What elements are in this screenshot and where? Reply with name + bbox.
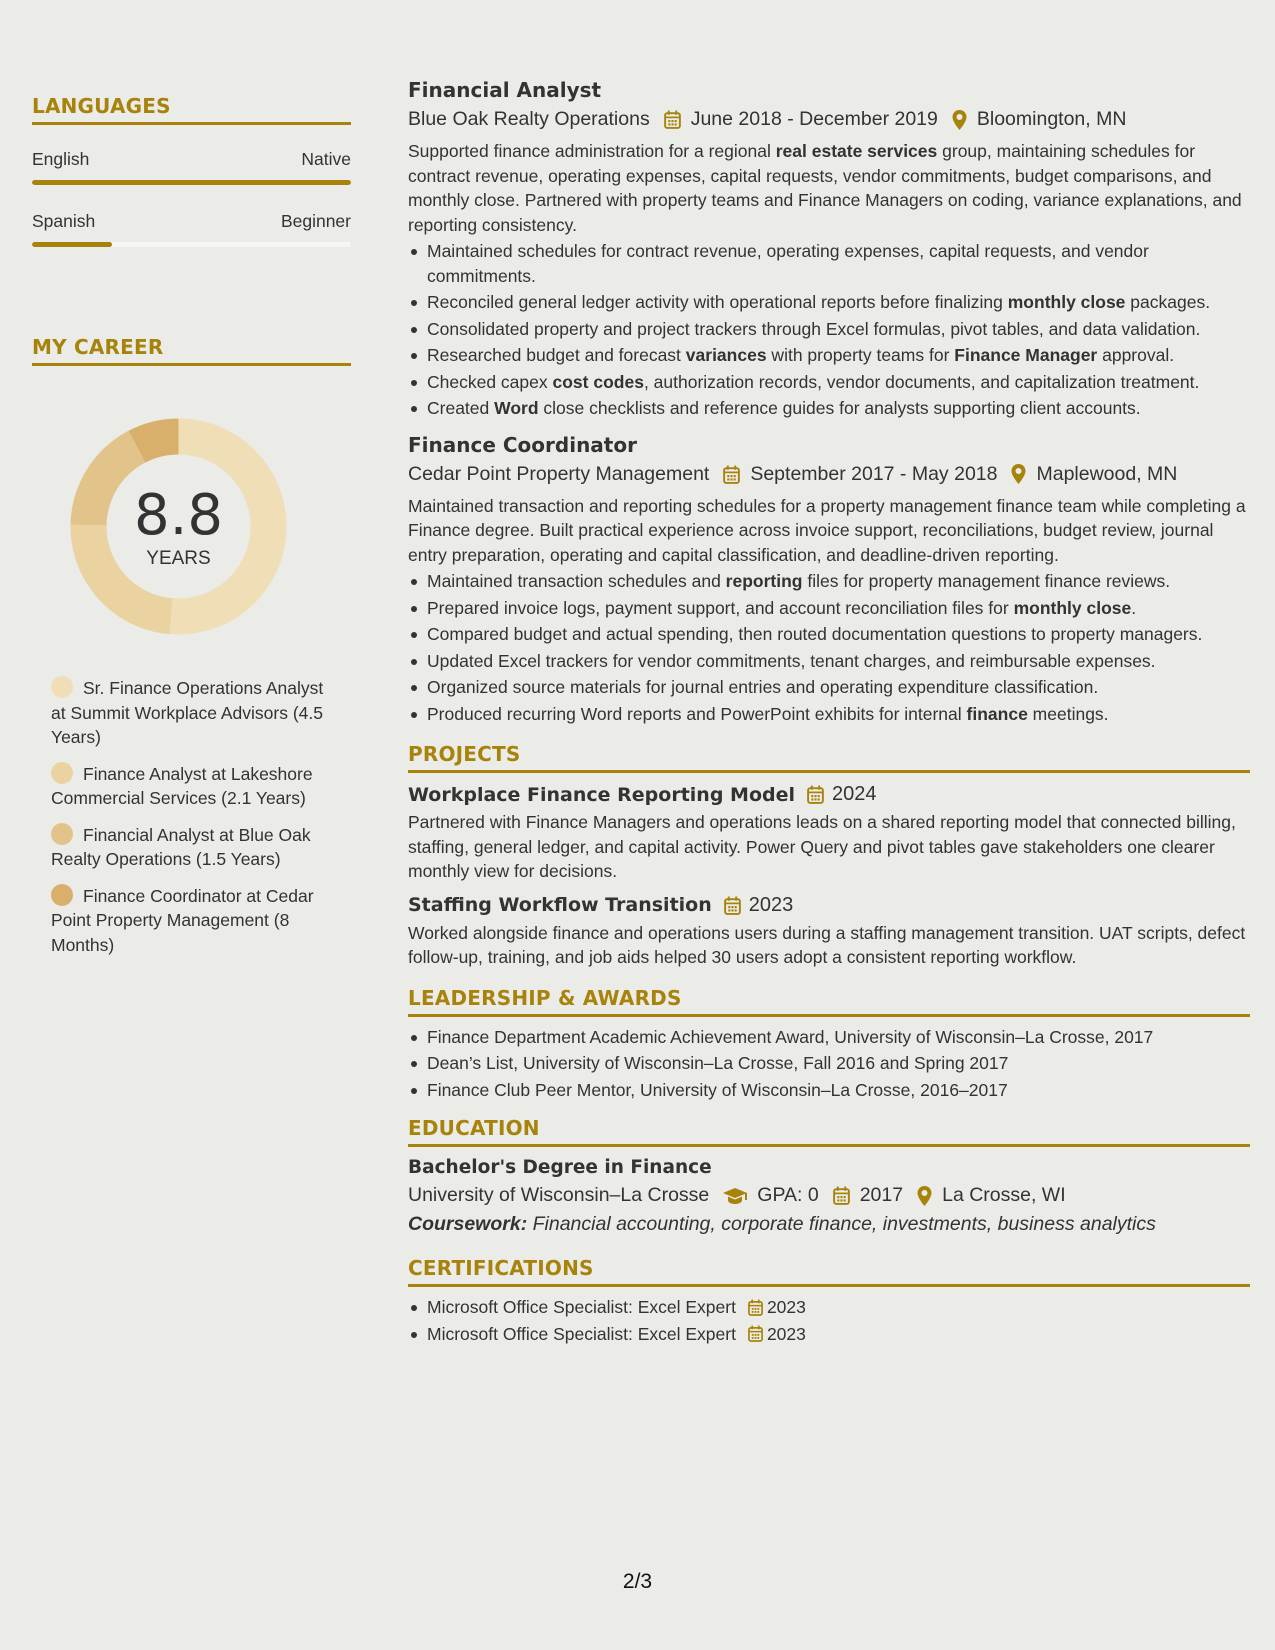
language-row-english	[32, 149, 351, 170]
project-entry	[408, 783, 1250, 884]
certifications-heading: CERTIFICATIONS	[408, 1256, 1250, 1287]
career-legend	[51, 676, 341, 969]
bullet-item: Maintained schedules for contract revenue, operating expenses, capital requests, and vendor commitments.	[408, 239, 1250, 288]
school-name: University of Wisconsin–La Crosse	[408, 1184, 710, 1206]
award-item: Finance Club Peer Mentor, University of Wisconsin–La Crosse, 2016–2017	[408, 1078, 1250, 1103]
legend-dot	[51, 762, 73, 784]
coursework-text: Financial accounting, corporate finance, investments, business analytics	[527, 1213, 1156, 1235]
language-name: English	[32, 149, 90, 169]
bullet-item: Checked capex cost codes, authorization records, vendor documents, and capitalization treatment.	[408, 370, 1250, 395]
project-year: 2024	[832, 783, 877, 805]
coursework	[408, 1213, 1250, 1236]
career-legend-item	[51, 676, 341, 750]
location-pin-icon	[952, 110, 967, 130]
language-bar-fill	[32, 180, 351, 185]
calendar-icon	[748, 1299, 763, 1316]
project-title-row	[408, 783, 1250, 806]
language-bar-fill	[32, 242, 112, 247]
job-summary: Supported finance administration for a regional real estate services group, maintaining schedules for contract revenue, operating expenses, capital requests, vendor commitments, budget comparisons, and monthly close. Partnered with property teams and Finance Managers on coding, variance explanations, and reporting consistency.	[408, 141, 1242, 235]
project-name: Staffing Workflow Transition	[408, 894, 712, 916]
calendar-icon	[833, 1186, 850, 1205]
language-level: Native	[301, 149, 351, 169]
project-description: Worked alongside finance and operations users during a staffing management transition. UAT scripts, defect follow-up, training, and job aids helped 30 users adopt a consistent reporting workflow.	[408, 922, 1246, 967]
calendar-icon	[664, 110, 681, 129]
languages-heading: LANGUAGES	[32, 94, 351, 125]
calendar-icon	[807, 785, 824, 804]
project-year: 2023	[748, 893, 794, 916]
career-heading: MY CAREER	[32, 335, 351, 366]
degree-title: Bachelor's Degree in Finance	[408, 1157, 712, 1178]
job-dates: June 2018 - December 2019	[690, 108, 938, 130]
projects-heading: PROJECTS	[408, 742, 1250, 773]
gpa: GPA: 0	[757, 1184, 819, 1206]
company-name: Blue Oak Realty Operations	[408, 108, 650, 130]
calendar-icon	[748, 1325, 763, 1342]
career-legend-label: Sr. Finance Operations Analyst at Summit Workplace Advisors (4.5 Years)	[51, 678, 324, 747]
career-legend-item	[51, 823, 341, 872]
certification-name: Microsoft Office Specialist: Excel Expert	[427, 1297, 736, 1317]
award-item: Dean’s List, University of Wisconsin–La Crosse, Fall 2016 and Spring 2017	[408, 1051, 1250, 1076]
job-bullets	[408, 569, 1250, 726]
content-flow	[408, 78, 1250, 1348]
education-heading: EDUCATION	[408, 1116, 1250, 1147]
location-pin-icon	[1011, 464, 1026, 484]
project-name: Workplace Finance Reporting Model	[408, 783, 796, 806]
career-total-years: 8.8	[133, 482, 224, 548]
page-number: 2/3	[622, 1570, 653, 1593]
job-dates: September 2017 - May 2018	[750, 462, 998, 485]
project-entry	[408, 894, 1250, 970]
certification-name: Microsoft Office Specialist: Excel Expert	[427, 1323, 736, 1344]
career-legend-label: Finance Coordinator at Cedar Point Property Management (8 Months)	[51, 885, 314, 955]
award-item: Finance Department Academic Achievement Award, University of Wisconsin–La Crosse, 2017	[408, 1025, 1250, 1050]
languages-section	[32, 94, 351, 247]
company-name: Cedar Point Property Management	[408, 462, 710, 485]
career-legend-label: Finance Analyst at Lakeshore Commercial Services (2.1 Years)	[51, 763, 313, 808]
job-title: Financial Analyst	[408, 78, 602, 102]
project-description: Partnered with Finance Managers and operations leads on a shared reporting model that connected billing, staffing, general ledger, and capital activity. Power Query and pivot tables gave stakeholders one clearer monthly view for decisions.	[408, 812, 1236, 881]
calendar-icon	[724, 896, 741, 915]
bullet-item: Created Word close checklists and reference guides for analysts supporting client accounts.	[408, 396, 1250, 421]
education-meta	[408, 1184, 1250, 1207]
graduation-cap-icon	[723, 1188, 747, 1204]
bullet-item: Reconciled general ledger activity with operational reports before finalizing monthly close packages.	[408, 290, 1250, 315]
legend-dot	[51, 823, 73, 845]
graduation-year: 2017	[859, 1184, 904, 1206]
career-legend-item	[51, 884, 341, 958]
career-legend-item	[51, 762, 341, 811]
awards-list	[408, 1025, 1250, 1103]
bullet-item: Prepared invoice logs, payment support, and account reconciliation files for monthly close.	[408, 596, 1250, 621]
certification-year: 2023	[766, 1323, 806, 1344]
bullet-item: Compared budget and actual spending, then routed documentation questions to property managers.	[408, 622, 1250, 647]
certification-item	[408, 1322, 1250, 1347]
job-title: Finance Coordinator	[408, 432, 637, 457]
bullet-item: Organized source materials for journal entries and operating expenditure classification.	[408, 675, 1250, 700]
language-bar-english	[32, 180, 351, 185]
coursework-label: Coursework:	[408, 1213, 528, 1235]
language-bar-spanish	[32, 242, 351, 247]
language-level: Beginner	[280, 211, 351, 231]
certification-year: 2023	[766, 1297, 806, 1317]
career-years-unit: YEARS	[146, 547, 211, 569]
job-summary: Maintained transaction and reporting schedules for a property management finance team while completing a Finance degree. Built practical experience across invoice support, reconciliations, budget review, journal entry preparation, operating and capital classification, and deadline-driven reporting.	[408, 495, 1246, 565]
career-legend-label: Financial Analyst at Blue Oak Realty Operations (1.5 Years)	[51, 824, 311, 869]
job-location: Bloomington, MN	[976, 108, 1127, 130]
awards-heading: LEADERSHIP & AWARDS	[408, 986, 1250, 1017]
bullet-item: Consolidated property and project trackers through Excel formulas, pivot tables, and data validation.	[408, 317, 1250, 342]
location-pin-icon	[917, 1186, 932, 1206]
job-location: Maplewood, MN	[1036, 462, 1178, 485]
certification-item	[408, 1295, 1250, 1320]
experience-entry	[408, 433, 1250, 727]
donut-center	[66, 414, 291, 639]
calendar-icon	[723, 465, 740, 484]
job-meta	[408, 463, 1250, 486]
legend-dot	[51, 884, 73, 906]
project-title-row	[408, 894, 1250, 917]
language-name: Spanish	[32, 211, 96, 231]
career-section	[32, 335, 351, 366]
bullet-item: Maintained transaction schedules and reporting files for property management finance reviews.	[408, 569, 1250, 594]
experience-entry	[408, 78, 1250, 421]
bullet-item: Researched budget and forecast variances with property teams for Finance Manager approval.	[408, 343, 1250, 368]
job-meta	[408, 108, 1250, 131]
job-bullets	[408, 239, 1250, 421]
legend-dot	[51, 676, 73, 698]
language-row-spanish	[32, 211, 351, 232]
school-location: La Crosse, WI	[942, 1184, 1066, 1206]
career-donut-chart	[66, 414, 291, 639]
bullet-item: Produced recurring Word reports and PowerPoint exhibits for internal finance meetings.	[408, 702, 1250, 727]
bullet-item: Updated Excel trackers for vendor commitments, tenant charges, and reimbursable expenses.	[408, 649, 1250, 674]
certifications-list	[408, 1295, 1250, 1346]
